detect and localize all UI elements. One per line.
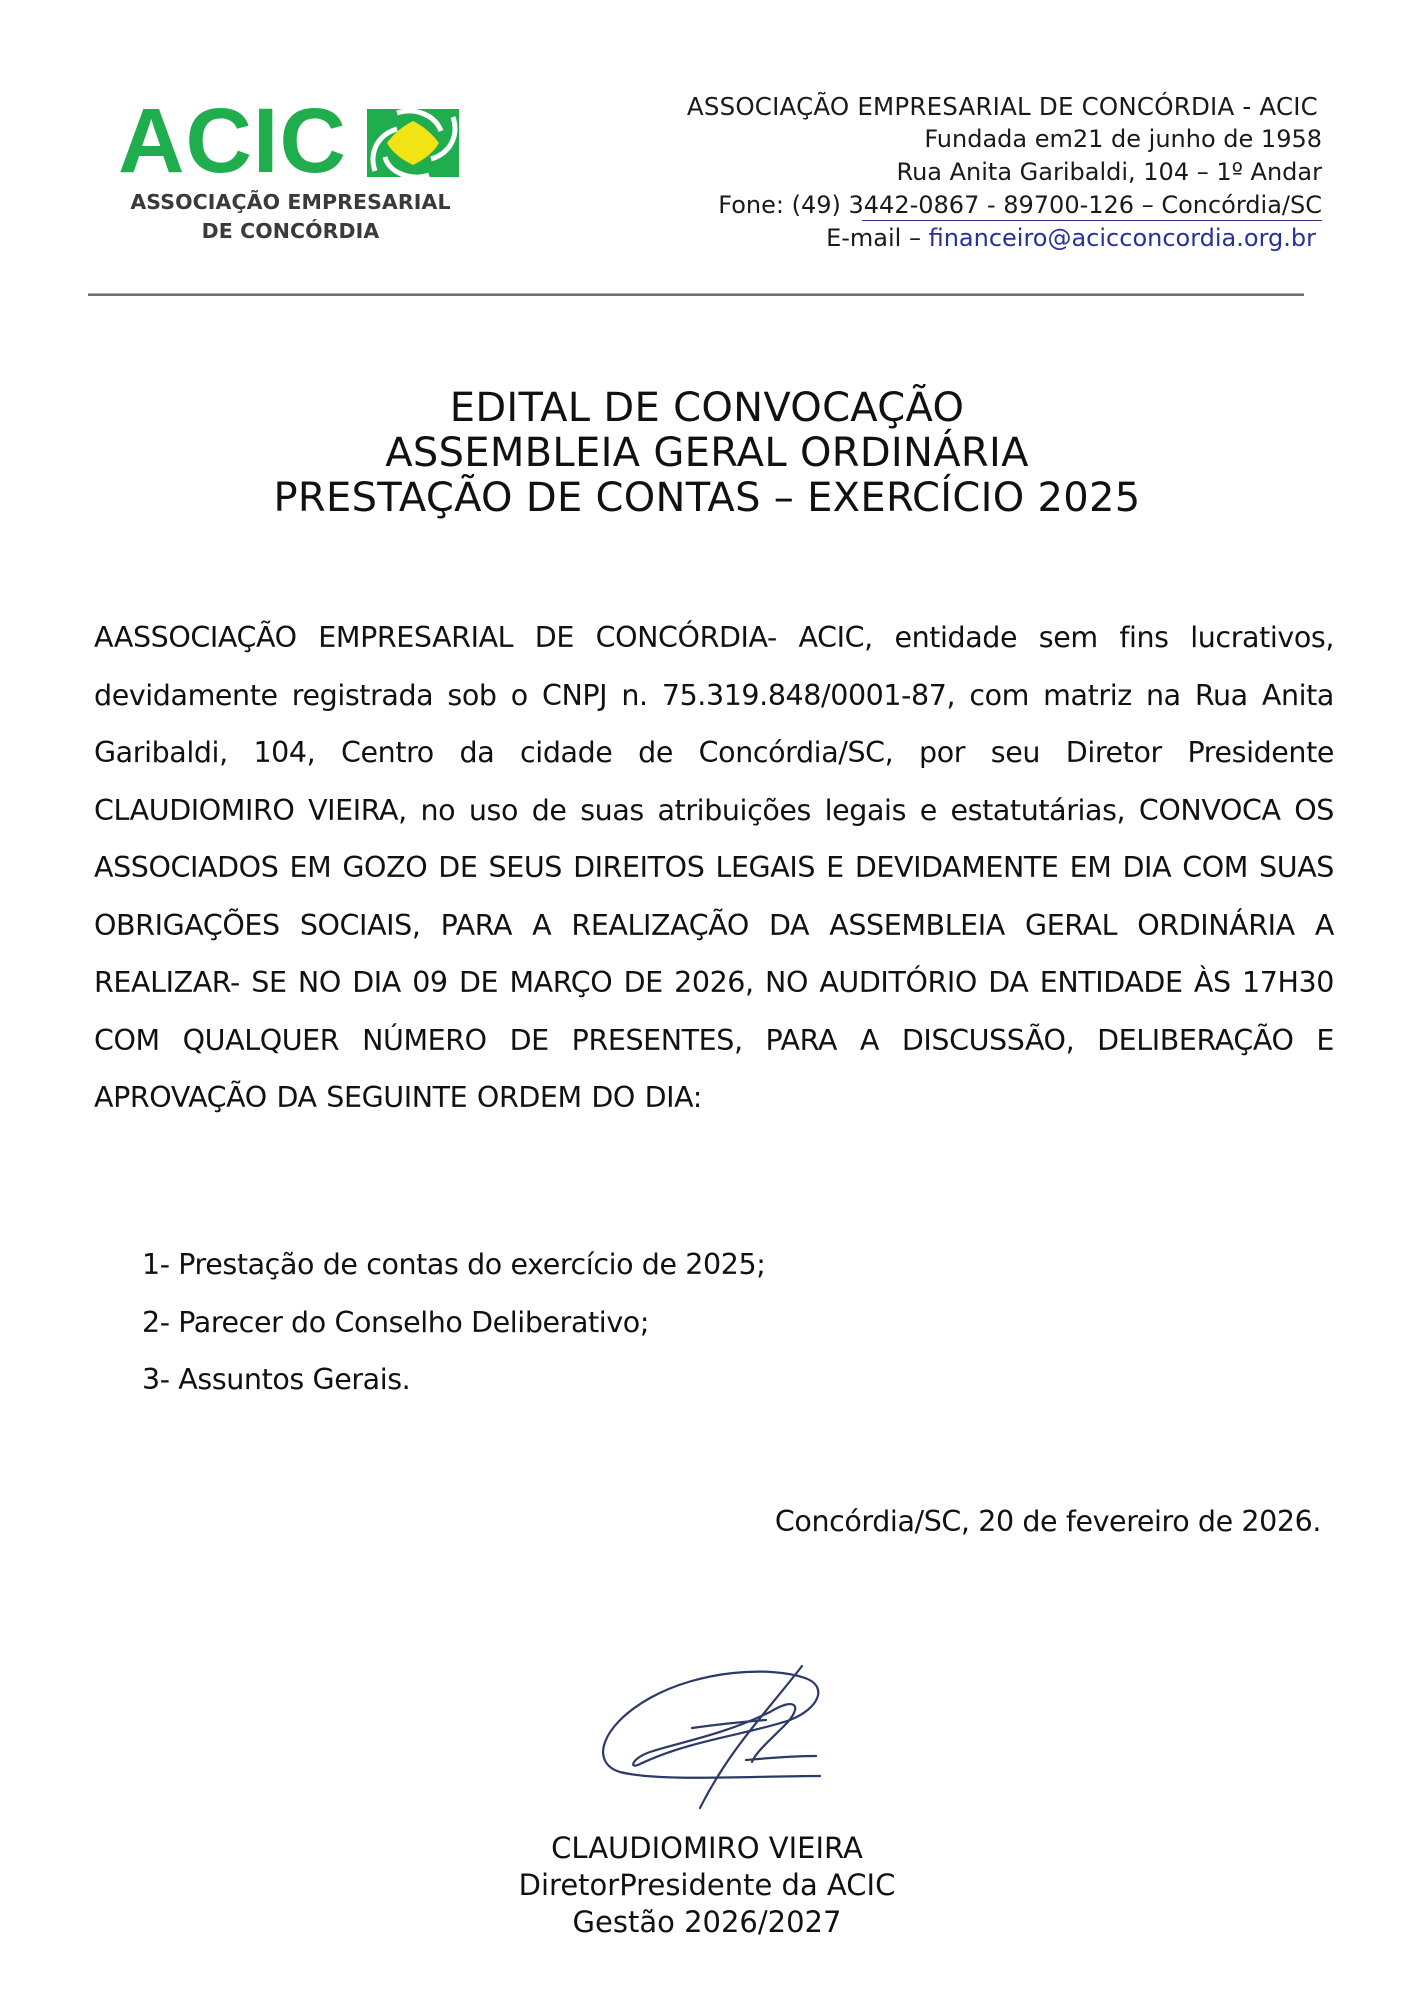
- title-line-3: PRESTAÇÃO DE CONTAS – EXERCÍCIO 2025: [273, 475, 1141, 521]
- logo-subtitle-line-1: ASSOCIAÇÃO EMPRESARIAL: [130, 190, 451, 214]
- logo-subtitle: [118, 188, 463, 246]
- place-and-date: Concórdia/SC, 20 de fevereiro de 2026.: [774, 1505, 1321, 1538]
- title-line-1: EDITAL DE CONVOCAÇÃO: [449, 385, 965, 431]
- logo-wordmark-text: ACIC: [118, 90, 347, 192]
- logo-wordmark: [118, 90, 347, 192]
- convocation-paragraph: AASSOCIAÇÃO EMPRESARIAL DE CONCÓRDIA- ACIC, entidade sem fins lucrativos, devidamente registrada sob o CNPJ n. 75.319.848/0001-87, com matriz na Rua Anita Garibaldi, 104, Centro da cidade de Concórdia/SC, por seu Diretor Presidente CLAUDIOMIRO VIEIRA, no uso de suas atribuições legais e estatutárias, CONVOCA OS ASSOCIADOS EM GOZO DE SEUS DIREITOS LEGAIS E DEVIDAMENTE EM DIA COM SUAS OBRIGAÇÕES SOCIAIS, PARA A REALIZAÇÃO DA ASSEMBLEIA GERAL ORDINÁRIA A REALIZAR- SE NO DIA 09 DE MARÇO DE 2026, NO AUDITÓRIO DA ENTIDADE ÀS 17H30 COM QUALQUER NÚMERO DE PRESENTES, PARA A DISCUSSÃO, DELIBERAÇÃO E APROVAÇÃO DA SEGUINTE ORDEM DO DIA:: [94, 621, 1334, 1114]
- agenda-item: 3- Assuntos Gerais.: [142, 1363, 411, 1396]
- agenda-list: [142, 1236, 765, 1409]
- acic-logo: [118, 90, 463, 252]
- email-link[interactable]: financeiro@acicconcordia.org.br: [928, 224, 1316, 252]
- organization-info: [687, 90, 1322, 255]
- phone-underline: [862, 220, 1322, 222]
- title-line-2: ASSEMBLEIA GERAL ORDINÁRIA: [385, 430, 1029, 476]
- agenda-item: 2- Parecer do Conselho Deliberativo;: [142, 1305, 650, 1339]
- phone-text: Fone: (49) 3442-0867 - 89700-126 – Concórdia/SC: [718, 191, 1322, 219]
- phone-line: [687, 189, 1322, 222]
- founded-date: Fundada em21 de junho de 1958: [924, 125, 1322, 153]
- logo-subtitle-line-2: DE CONCÓRDIA: [201, 219, 380, 243]
- organization-address: Rua Anita Garibaldi, 104 – 1º Andar: [896, 158, 1322, 186]
- signatory-role: DiretorPresidente da ACIC: [518, 1868, 896, 1902]
- agenda-item: 1- Prestação de contas do exercício de 2025;: [142, 1248, 766, 1281]
- signatory-term: Gestão 2026/2027: [572, 1905, 842, 1939]
- signatory-block: [0, 1830, 1414, 1941]
- header-divider: [88, 293, 1304, 296]
- signature-icon: [570, 1648, 860, 1818]
- acic-emblem-icon: [367, 109, 459, 177]
- organization-name: ASSOCIAÇÃO EMPRESARIAL DE CONCÓRDIA - ACIC: [686, 92, 1318, 121]
- email-label: E-mail –: [826, 224, 929, 252]
- signatory-name: CLAUDIOMIRO VIEIRA: [551, 1831, 863, 1865]
- document-title: [0, 386, 1414, 521]
- email-line: [687, 222, 1322, 255]
